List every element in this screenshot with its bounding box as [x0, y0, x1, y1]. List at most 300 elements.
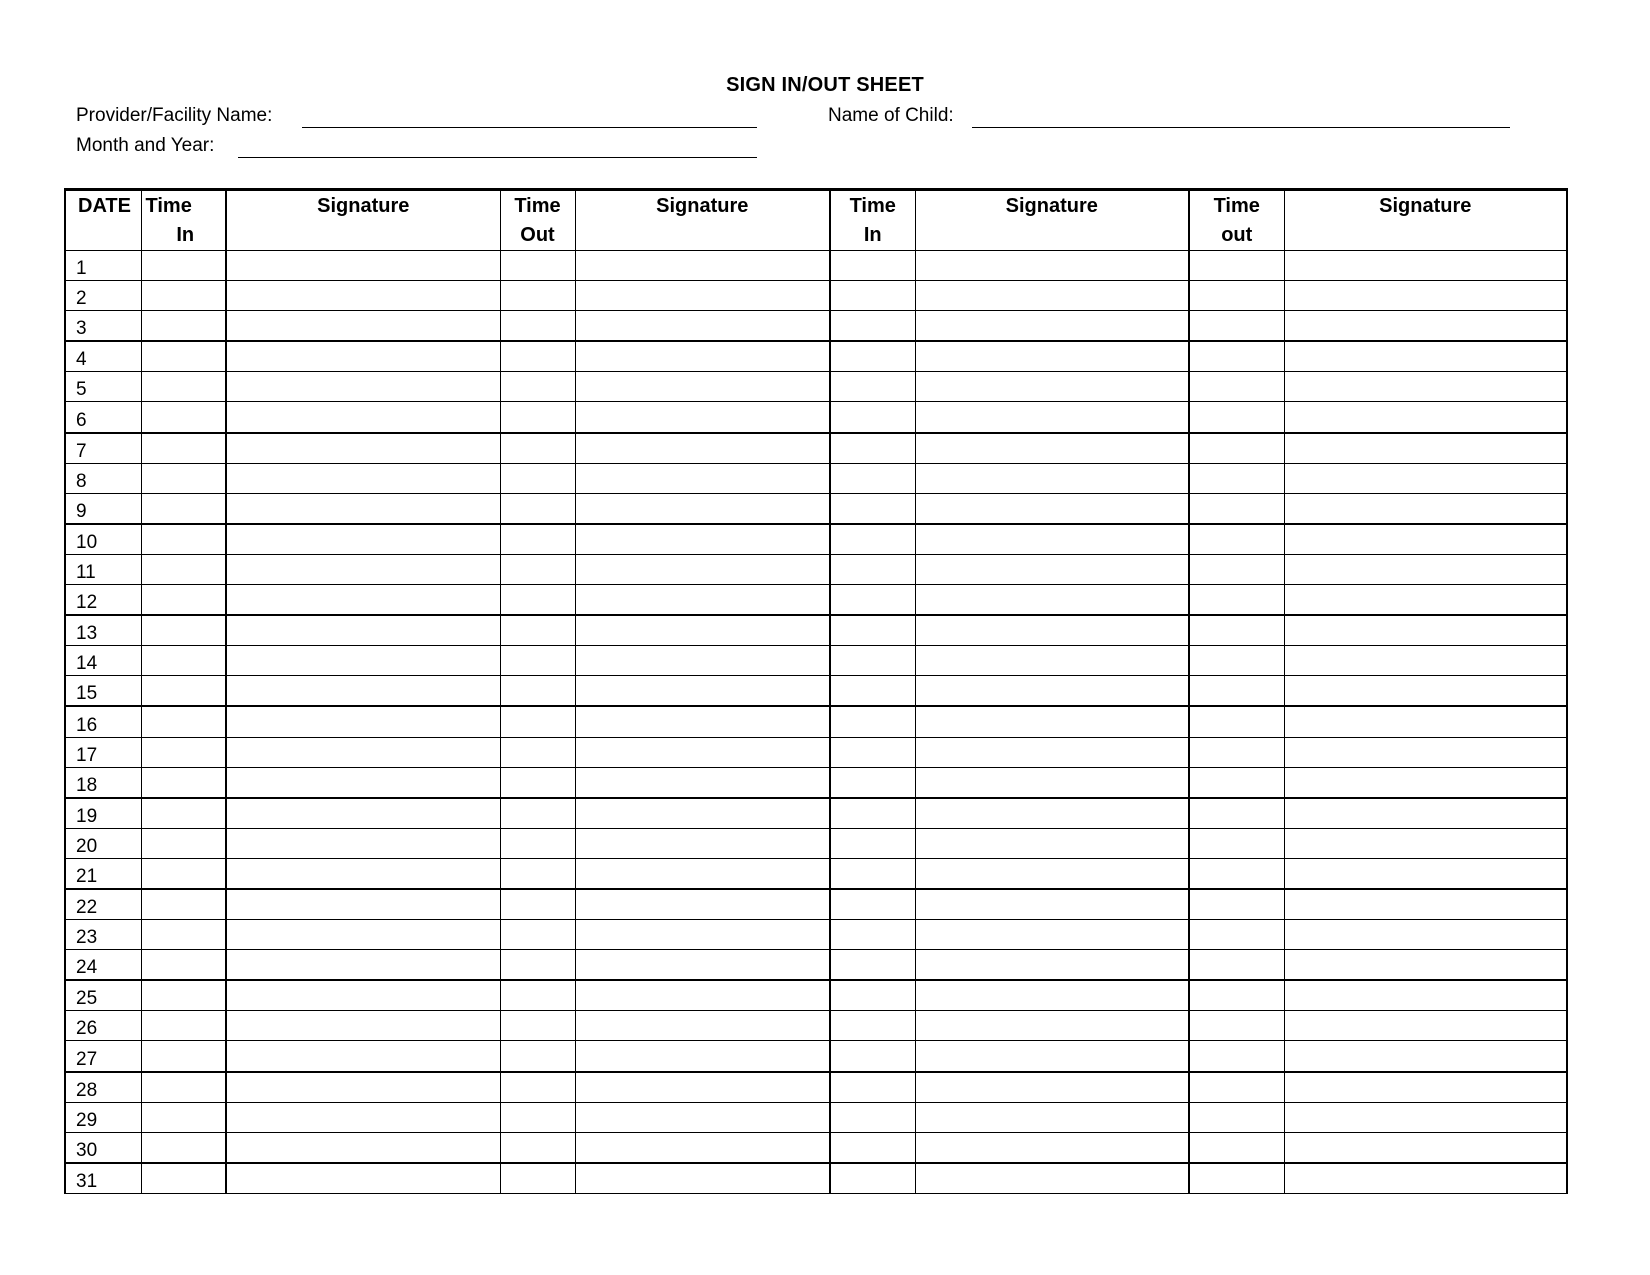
date-cell: 30 [65, 1132, 141, 1163]
signature-2-cell[interactable] [575, 433, 830, 464]
signature-2-cell[interactable] [575, 980, 830, 1011]
signature-3-cell[interactable] [915, 251, 1189, 281]
time-in-2-cell[interactable] [830, 585, 915, 616]
time-in-2-cell[interactable] [830, 402, 915, 433]
date-cell: 22 [65, 889, 141, 920]
date-cell: 23 [65, 920, 141, 950]
header-time-out-2-top: Time [1213, 195, 1260, 217]
date-cell: 2 [65, 281, 141, 311]
time-out-2-cell[interactable] [1189, 798, 1284, 829]
time-out-1-cell[interactable] [500, 767, 575, 798]
signature-1-cell[interactable] [226, 1102, 500, 1132]
child-name-field[interactable] [972, 127, 1510, 128]
time-in-2-cell[interactable] [830, 737, 915, 767]
date-cell: 4 [65, 341, 141, 372]
signature-1-cell[interactable] [226, 980, 500, 1011]
time-out-1-cell[interactable] [500, 524, 575, 555]
signature-4-cell[interactable] [1284, 1072, 1567, 1103]
time-out-2-cell[interactable] [1189, 980, 1284, 1011]
signature-4-cell[interactable] [1284, 615, 1567, 646]
time-in-1-cell[interactable] [141, 281, 226, 311]
time-in-2-cell[interactable] [830, 706, 915, 737]
signature-3-cell[interactable] [915, 615, 1189, 646]
signature-2-cell[interactable] [575, 463, 830, 493]
time-out-1-cell[interactable] [500, 372, 575, 402]
time-in-2-cell[interactable] [830, 281, 915, 311]
signature-1-cell[interactable] [226, 1072, 500, 1103]
signature-2-cell[interactable] [575, 554, 830, 584]
time-in-2-cell[interactable] [830, 251, 915, 281]
time-in-1-cell[interactable] [141, 372, 226, 402]
date-cell: 31 [65, 1163, 141, 1194]
time-in-1-cell[interactable] [141, 767, 226, 798]
header-time-out-1-top: Time [514, 195, 561, 217]
time-in-1-cell[interactable] [141, 950, 226, 981]
signature-2-cell[interactable] [575, 1132, 830, 1163]
signature-2-cell[interactable] [575, 676, 830, 707]
time-in-2-cell[interactable] [830, 1102, 915, 1132]
signature-4-cell[interactable] [1284, 798, 1567, 829]
time-out-2-cell[interactable] [1189, 1132, 1284, 1163]
time-in-2-cell[interactable] [830, 1072, 915, 1103]
table-body [65, 251, 1567, 1194]
time-out-2-cell[interactable] [1189, 1041, 1284, 1072]
signature-4-cell[interactable] [1284, 1163, 1567, 1194]
signature-1-cell[interactable] [226, 646, 500, 676]
time-out-1-cell[interactable] [500, 706, 575, 737]
signature-1-cell[interactable] [226, 706, 500, 737]
signature-1-cell[interactable] [226, 798, 500, 829]
signature-3-cell[interactable] [915, 798, 1189, 829]
table-row [65, 311, 1567, 342]
time-out-2-cell[interactable] [1189, 433, 1284, 464]
signature-3-cell[interactable] [915, 585, 1189, 616]
time-in-1-cell[interactable] [141, 798, 226, 829]
date-cell: 7 [65, 433, 141, 464]
signature-3-cell[interactable] [915, 341, 1189, 372]
time-in-1-cell[interactable] [141, 889, 226, 920]
time-in-1-cell[interactable] [141, 554, 226, 584]
time-in-2-cell[interactable] [830, 1163, 915, 1194]
date-cell: 5 [65, 372, 141, 402]
signature-4-cell[interactable] [1284, 585, 1567, 616]
signature-3-cell[interactable] [915, 554, 1189, 584]
signature-3-cell[interactable] [915, 767, 1189, 798]
time-out-1-cell[interactable] [500, 950, 575, 981]
signature-3-cell[interactable] [915, 858, 1189, 889]
time-in-1-cell[interactable] [141, 1132, 226, 1163]
signature-1-cell[interactable] [226, 585, 500, 616]
table-row [65, 463, 1567, 493]
signature-4-cell[interactable] [1284, 828, 1567, 858]
signature-2-cell[interactable] [575, 646, 830, 676]
time-out-1-cell[interactable] [500, 1163, 575, 1194]
signature-1-cell[interactable] [226, 1011, 500, 1041]
time-in-1-cell[interactable] [141, 1072, 226, 1103]
time-in-2-cell[interactable] [830, 1011, 915, 1041]
time-in-2-cell[interactable] [830, 980, 915, 1011]
time-in-2-cell[interactable] [830, 615, 915, 646]
signature-3-cell[interactable] [915, 950, 1189, 981]
time-out-1-cell[interactable] [500, 402, 575, 433]
table-row [65, 950, 1567, 981]
month-year-label: Month and Year: [76, 135, 215, 156]
signature-3-cell[interactable] [915, 1132, 1189, 1163]
time-out-1-cell[interactable] [500, 920, 575, 950]
signature-3-cell[interactable] [915, 402, 1189, 433]
time-out-2-cell[interactable] [1189, 615, 1284, 646]
time-in-2-cell[interactable] [830, 493, 915, 524]
table-row [65, 706, 1567, 737]
time-out-2-cell[interactable] [1189, 281, 1284, 311]
header-time-in-2-bottom: In [863, 224, 882, 246]
signature-2-cell[interactable] [575, 585, 830, 616]
signature-3-cell[interactable] [915, 1011, 1189, 1041]
signature-3-cell[interactable] [915, 920, 1189, 950]
time-out-1-cell[interactable] [500, 828, 575, 858]
table-row [65, 372, 1567, 402]
page-title: SIGN IN/OUT SHEET [726, 74, 924, 96]
time-out-1-cell[interactable] [500, 980, 575, 1011]
date-cell: 9 [65, 493, 141, 524]
time-in-1-cell[interactable] [141, 1102, 226, 1132]
time-in-2-cell[interactable] [830, 524, 915, 555]
time-in-2-cell[interactable] [830, 341, 915, 372]
header-time-out-1 [500, 190, 575, 251]
date-cell: 28 [65, 1072, 141, 1103]
signature-4-cell[interactable] [1284, 767, 1567, 798]
time-out-1-cell[interactable] [500, 1041, 575, 1072]
signature-3-cell[interactable] [915, 1163, 1189, 1194]
time-in-2-cell[interactable] [830, 950, 915, 981]
time-out-1-cell[interactable] [500, 493, 575, 524]
signature-4-cell[interactable] [1284, 493, 1567, 524]
time-in-2-cell[interactable] [830, 798, 915, 829]
signature-1-cell[interactable] [226, 767, 500, 798]
time-out-1-cell[interactable] [500, 1011, 575, 1041]
time-out-1-cell[interactable] [500, 676, 575, 707]
signature-3-cell[interactable] [915, 524, 1189, 555]
provider-facility-field[interactable] [302, 127, 757, 128]
time-in-2-cell[interactable] [830, 676, 915, 707]
time-in-2-cell[interactable] [830, 372, 915, 402]
signature-3-cell[interactable] [915, 1102, 1189, 1132]
date-cell: 11 [65, 554, 141, 584]
signature-1-cell[interactable] [226, 615, 500, 646]
time-in-1-cell[interactable] [141, 1041, 226, 1072]
signature-1-cell[interactable] [226, 524, 500, 555]
signature-1-cell[interactable] [226, 402, 500, 433]
signature-3-cell[interactable] [915, 463, 1189, 493]
time-out-2-cell[interactable] [1189, 920, 1284, 950]
time-in-1-cell[interactable] [141, 828, 226, 858]
signature-1-cell[interactable] [226, 341, 500, 372]
signature-4-cell[interactable] [1284, 920, 1567, 950]
signature-1-cell[interactable] [226, 676, 500, 707]
date-cell: 24 [65, 950, 141, 981]
table-row [65, 1011, 1567, 1041]
time-in-2-cell[interactable] [830, 767, 915, 798]
header-row [65, 190, 1567, 251]
signature-3-cell[interactable] [915, 676, 1189, 707]
signature-1-cell[interactable] [226, 311, 500, 342]
time-out-1-cell[interactable] [500, 554, 575, 584]
signature-2-cell[interactable] [575, 1102, 830, 1132]
time-out-2-cell[interactable] [1189, 524, 1284, 555]
signature-2-cell[interactable] [575, 828, 830, 858]
signature-4-cell[interactable] [1284, 372, 1567, 402]
time-out-1-cell[interactable] [500, 463, 575, 493]
time-in-2-cell[interactable] [830, 1041, 915, 1072]
time-out-2-cell[interactable] [1189, 311, 1284, 342]
signature-4-cell[interactable] [1284, 646, 1567, 676]
signature-2-cell[interactable] [575, 493, 830, 524]
time-in-1-cell[interactable] [141, 402, 226, 433]
time-out-2-cell[interactable] [1189, 828, 1284, 858]
date-cell: 10 [65, 524, 141, 555]
signature-3-cell[interactable] [915, 281, 1189, 311]
signature-1-cell[interactable] [226, 463, 500, 493]
time-in-2-cell[interactable] [830, 646, 915, 676]
signature-3-cell[interactable] [915, 311, 1189, 342]
signature-1-cell[interactable] [226, 828, 500, 858]
time-out-2-cell[interactable] [1189, 493, 1284, 524]
time-out-1-cell[interactable] [500, 858, 575, 889]
time-out-1-cell[interactable] [500, 1132, 575, 1163]
header-date: DATE [65, 190, 141, 251]
time-in-2-cell[interactable] [830, 1132, 915, 1163]
month-year-field[interactable] [238, 157, 757, 158]
time-out-1-cell[interactable] [500, 585, 575, 616]
signature-1-cell[interactable] [226, 889, 500, 920]
time-in-2-cell[interactable] [830, 554, 915, 584]
signature-4-cell[interactable] [1284, 251, 1567, 281]
time-out-1-cell[interactable] [500, 311, 575, 342]
date-cell: 3 [65, 311, 141, 342]
time-out-2-cell[interactable] [1189, 889, 1284, 920]
signature-4-cell[interactable] [1284, 463, 1567, 493]
time-in-1-cell[interactable] [141, 311, 226, 342]
time-out-1-cell[interactable] [500, 737, 575, 767]
time-in-2-cell[interactable] [830, 889, 915, 920]
signature-3-cell[interactable] [915, 1041, 1189, 1072]
time-in-1-cell[interactable] [141, 524, 226, 555]
time-in-1-cell[interactable] [141, 585, 226, 616]
time-in-1-cell[interactable] [141, 615, 226, 646]
signature-2-cell[interactable] [575, 858, 830, 889]
time-out-2-cell[interactable] [1189, 706, 1284, 737]
time-out-2-cell[interactable] [1189, 554, 1284, 584]
header-time-out-2 [1189, 190, 1284, 251]
time-out-1-cell[interactable] [500, 251, 575, 281]
signature-1-cell[interactable] [226, 372, 500, 402]
signature-2-cell[interactable] [575, 615, 830, 646]
time-out-1-cell[interactable] [500, 1072, 575, 1103]
time-out-1-cell[interactable] [500, 615, 575, 646]
signature-2-cell[interactable] [575, 524, 830, 555]
time-out-2-cell[interactable] [1189, 402, 1284, 433]
signature-4-cell[interactable] [1284, 980, 1567, 1011]
time-out-2-cell[interactable] [1189, 858, 1284, 889]
time-out-2-cell[interactable] [1189, 251, 1284, 281]
time-in-2-cell[interactable] [830, 463, 915, 493]
signature-3-cell[interactable] [915, 706, 1189, 737]
signature-3-cell[interactable] [915, 493, 1189, 524]
table-row [65, 646, 1567, 676]
signature-4-cell[interactable] [1284, 554, 1567, 584]
time-in-1-cell[interactable] [141, 920, 226, 950]
signature-2-cell[interactable] [575, 402, 830, 433]
signature-4-cell[interactable] [1284, 676, 1567, 707]
time-in-1-cell[interactable] [141, 1163, 226, 1194]
table-row [65, 1072, 1567, 1103]
time-in-1-cell[interactable] [141, 737, 226, 767]
time-out-1-cell[interactable] [500, 341, 575, 372]
signature-1-cell[interactable] [226, 251, 500, 281]
time-out-1-cell[interactable] [500, 889, 575, 920]
signature-4-cell[interactable] [1284, 1011, 1567, 1041]
time-in-2-cell[interactable] [830, 433, 915, 464]
signature-2-cell[interactable] [575, 737, 830, 767]
time-out-2-cell[interactable] [1189, 372, 1284, 402]
signature-4-cell[interactable] [1284, 311, 1567, 342]
time-in-1-cell[interactable] [141, 1011, 226, 1041]
signature-2-cell[interactable] [575, 920, 830, 950]
time-out-2-cell[interactable] [1189, 950, 1284, 981]
signature-1-cell[interactable] [226, 920, 500, 950]
signature-4-cell[interactable] [1284, 950, 1567, 981]
time-in-2-cell[interactable] [830, 828, 915, 858]
signature-2-cell[interactable] [575, 1163, 830, 1194]
signature-2-cell[interactable] [575, 950, 830, 981]
time-out-1-cell[interactable] [500, 281, 575, 311]
signature-1-cell[interactable] [226, 1041, 500, 1072]
signature-3-cell[interactable] [915, 646, 1189, 676]
time-out-1-cell[interactable] [500, 433, 575, 464]
time-in-1-cell[interactable] [141, 463, 226, 493]
time-out-1-cell[interactable] [500, 646, 575, 676]
time-in-1-cell[interactable] [141, 646, 226, 676]
time-out-2-cell[interactable] [1189, 341, 1284, 372]
table-row [65, 1041, 1567, 1072]
time-out-2-cell[interactable] [1189, 1163, 1284, 1194]
signature-3-cell[interactable] [915, 980, 1189, 1011]
time-out-2-cell[interactable] [1189, 585, 1284, 616]
time-out-2-cell[interactable] [1189, 737, 1284, 767]
time-in-1-cell[interactable] [141, 251, 226, 281]
table-row [65, 1132, 1567, 1163]
table-row [65, 858, 1567, 889]
signature-1-cell[interactable] [226, 950, 500, 981]
time-out-2-cell[interactable] [1189, 646, 1284, 676]
header-time-in-2-top: Time [849, 195, 896, 217]
signature-2-cell[interactable] [575, 341, 830, 372]
date-cell: 29 [65, 1102, 141, 1132]
signature-1-cell[interactable] [226, 737, 500, 767]
time-out-2-cell[interactable] [1189, 1072, 1284, 1103]
signature-3-cell[interactable] [915, 372, 1189, 402]
time-in-1-cell[interactable] [141, 676, 226, 707]
table-row [65, 524, 1567, 555]
signature-2-cell[interactable] [575, 281, 830, 311]
signature-3-cell[interactable] [915, 889, 1189, 920]
signature-2-cell[interactable] [575, 889, 830, 920]
time-in-1-cell[interactable] [141, 706, 226, 737]
signature-3-cell[interactable] [915, 828, 1189, 858]
time-in-1-cell[interactable] [141, 493, 226, 524]
header-signature-2: Signature [575, 190, 830, 251]
signature-4-cell[interactable] [1284, 889, 1567, 920]
signature-3-cell[interactable] [915, 737, 1189, 767]
signature-4-cell[interactable] [1284, 1041, 1567, 1072]
time-out-2-cell[interactable] [1189, 767, 1284, 798]
table-row [65, 767, 1567, 798]
signature-4-cell[interactable] [1284, 737, 1567, 767]
signature-2-cell[interactable] [575, 798, 830, 829]
header-time-out-1-bottom: Out [520, 224, 555, 246]
date-cell: 17 [65, 737, 141, 767]
signature-4-cell[interactable] [1284, 341, 1567, 372]
signature-1-cell[interactable] [226, 1163, 500, 1194]
time-out-2-cell[interactable] [1189, 463, 1284, 493]
time-out-2-cell[interactable] [1189, 676, 1284, 707]
table-row [65, 402, 1567, 433]
signature-2-cell[interactable] [575, 767, 830, 798]
signature-1-cell[interactable] [226, 433, 500, 464]
signature-1-cell[interactable] [226, 554, 500, 584]
time-in-1-cell[interactable] [141, 341, 226, 372]
time-out-1-cell[interactable] [500, 1102, 575, 1132]
signature-2-cell[interactable] [575, 1041, 830, 1072]
signature-4-cell[interactable] [1284, 858, 1567, 889]
signature-4-cell[interactable] [1284, 706, 1567, 737]
signature-4-cell[interactable] [1284, 524, 1567, 555]
header-time-in-1-bottom: In [176, 224, 195, 246]
date-cell: 6 [65, 402, 141, 433]
date-cell: 8 [65, 463, 141, 493]
signature-1-cell[interactable] [226, 281, 500, 311]
date-cell: 26 [65, 1011, 141, 1041]
time-in-1-cell[interactable] [141, 858, 226, 889]
time-in-2-cell[interactable] [830, 311, 915, 342]
time-out-2-cell[interactable] [1189, 1011, 1284, 1041]
time-out-1-cell[interactable] [500, 798, 575, 829]
signature-2-cell[interactable] [575, 311, 830, 342]
signature-2-cell[interactable] [575, 372, 830, 402]
signature-3-cell[interactable] [915, 1072, 1189, 1103]
signature-1-cell[interactable] [226, 493, 500, 524]
time-in-1-cell[interactable] [141, 980, 226, 1011]
signature-2-cell[interactable] [575, 1011, 830, 1041]
signature-2-cell[interactable] [575, 1072, 830, 1103]
time-in-2-cell[interactable] [830, 920, 915, 950]
time-out-2-cell[interactable] [1189, 1102, 1284, 1132]
signature-4-cell[interactable] [1284, 433, 1567, 464]
signature-4-cell[interactable] [1284, 1132, 1567, 1163]
table-row [65, 1102, 1567, 1132]
signature-2-cell[interactable] [575, 706, 830, 737]
signature-4-cell[interactable] [1284, 1102, 1567, 1132]
signature-3-cell[interactable] [915, 433, 1189, 464]
signature-4-cell[interactable] [1284, 281, 1567, 311]
signature-4-cell[interactable] [1284, 402, 1567, 433]
date-cell: 14 [65, 646, 141, 676]
signature-1-cell[interactable] [226, 858, 500, 889]
time-in-2-cell[interactable] [830, 858, 915, 889]
time-in-1-cell[interactable] [141, 433, 226, 464]
signature-1-cell[interactable] [226, 1132, 500, 1163]
signature-2-cell[interactable] [575, 251, 830, 281]
